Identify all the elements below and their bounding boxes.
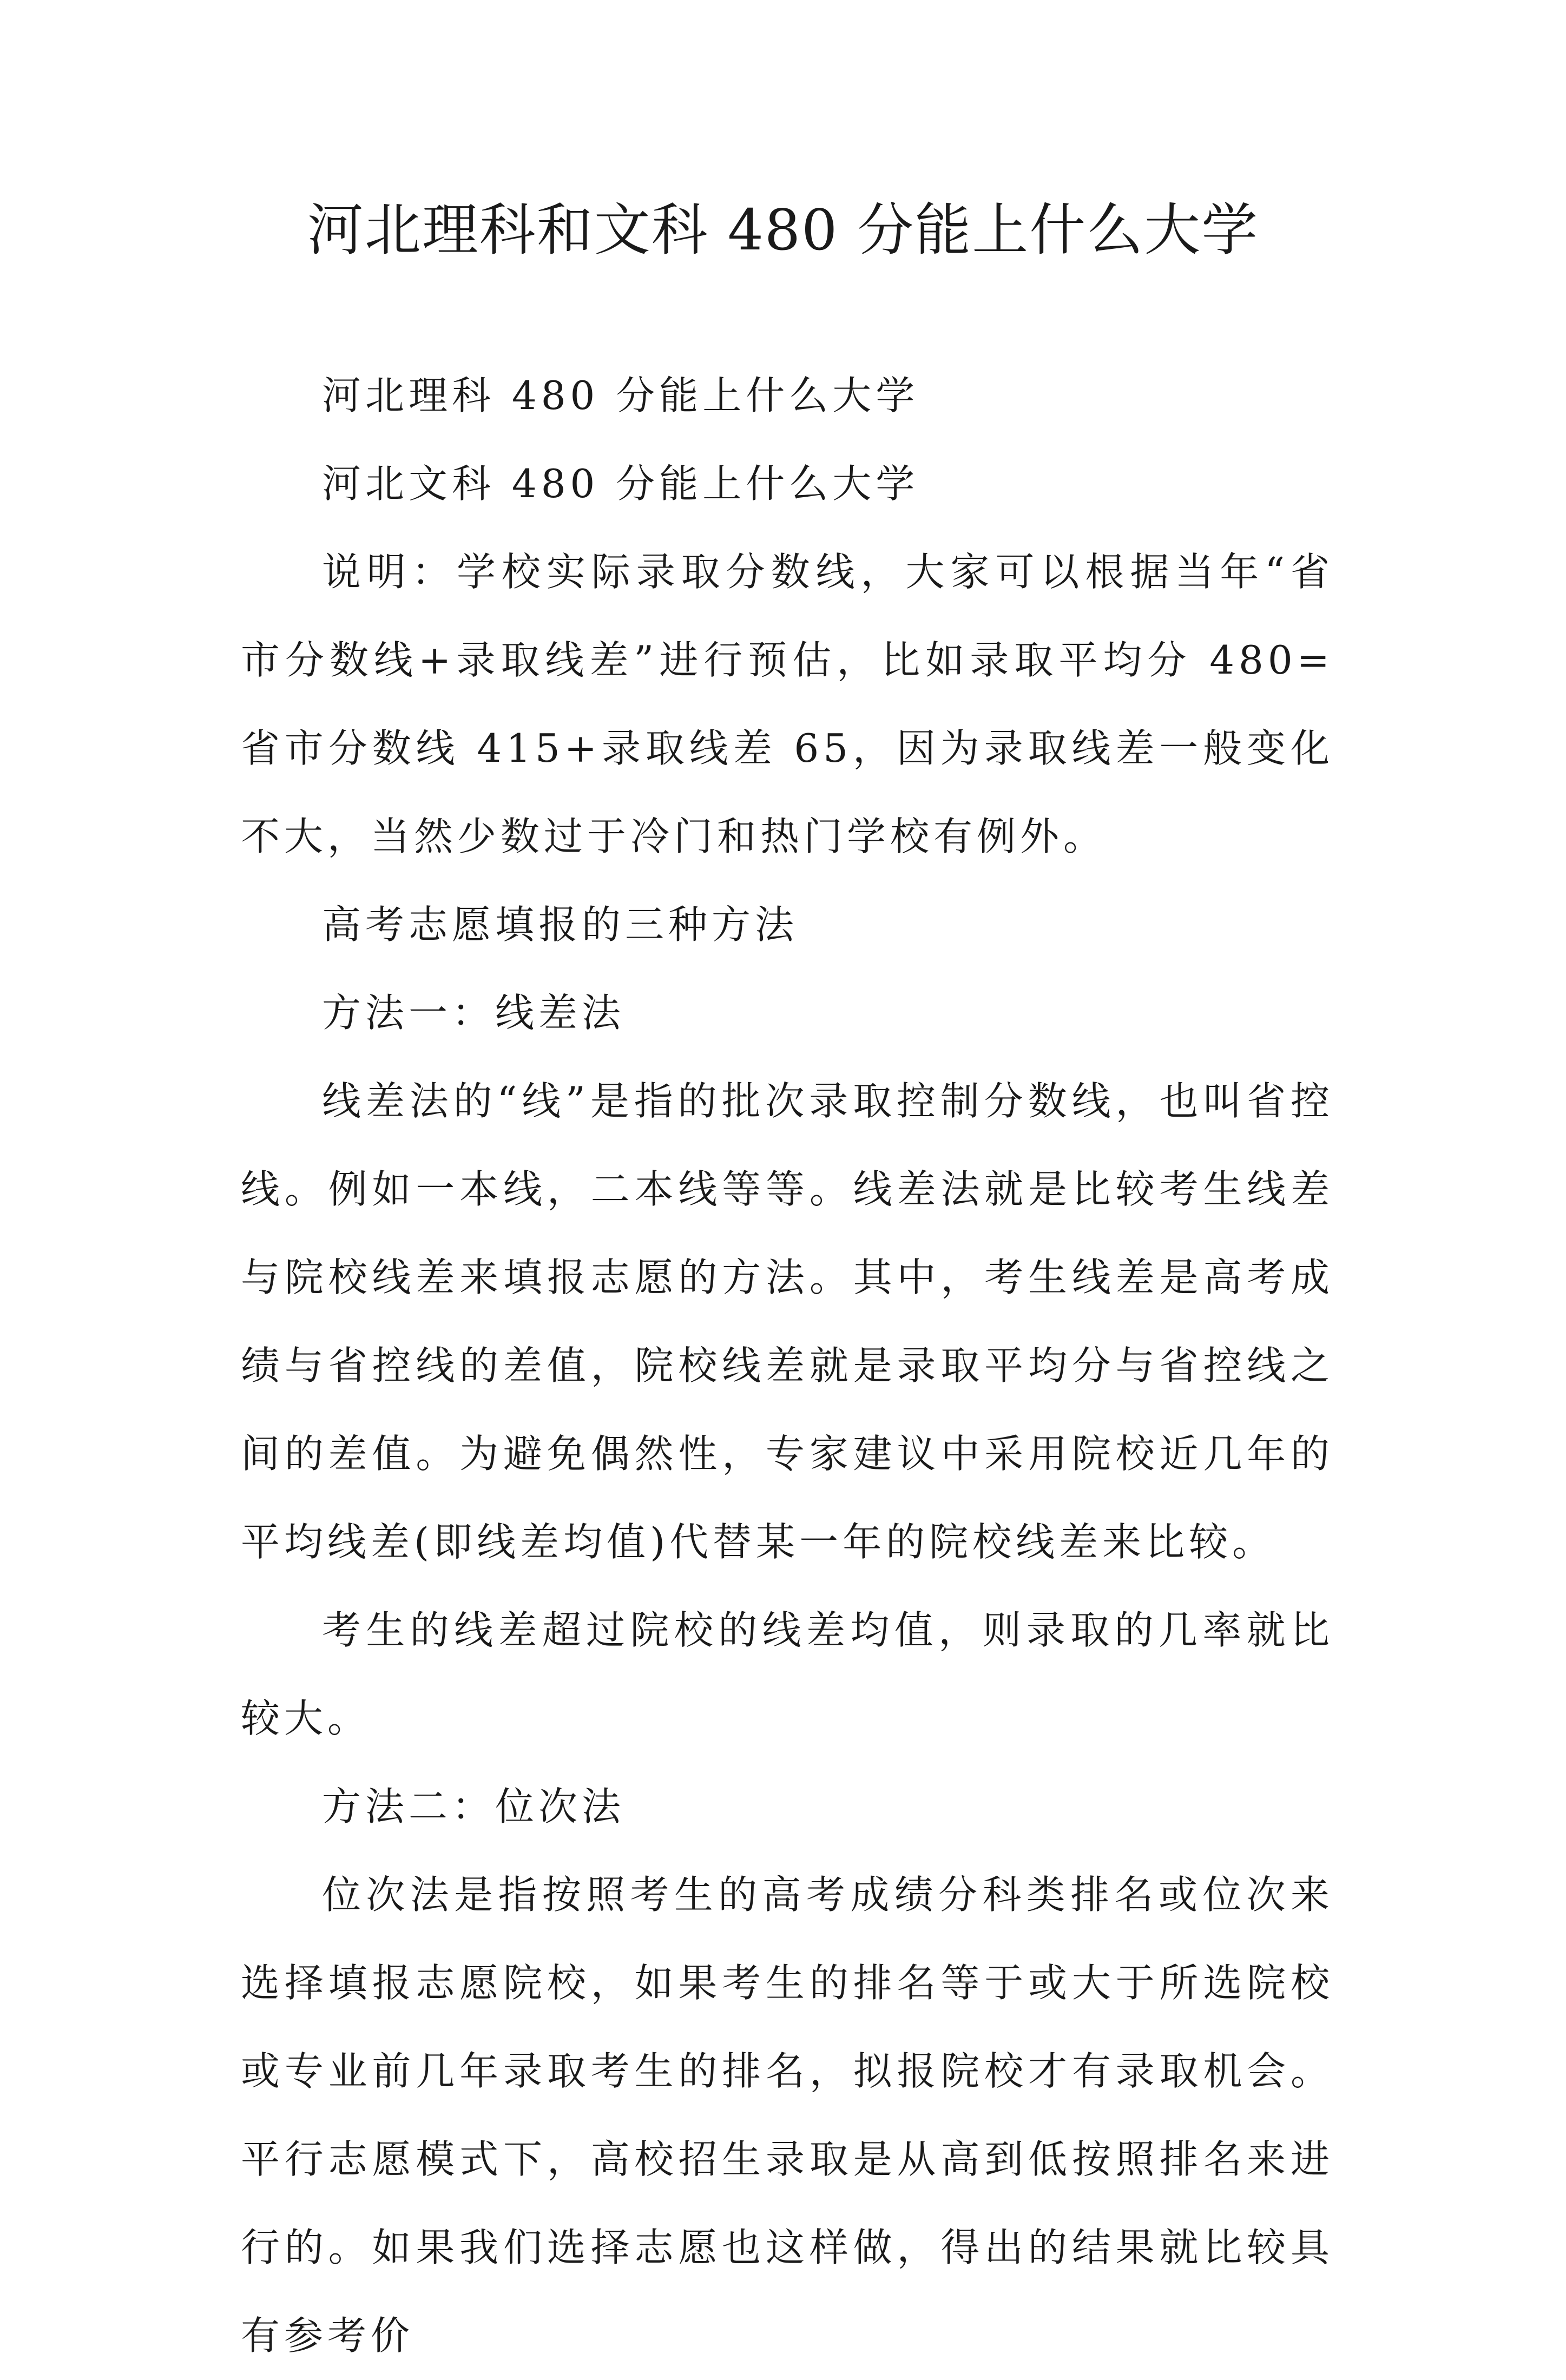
paragraph-method-one-title: 方法一：线差法 [322, 990, 626, 1036]
paragraph-method-two-title: 方法二：位次法 [322, 1784, 626, 1829]
paragraph-method-two-detail: 位次法是指按照考生的高考成绩分科类排名或位次来选择填报志愿院校，如果考生的排名等于或大于所选院校或专业前几年录取考生的排名，拟报院校才有录取机会。平行志愿模式下，高校招生录取是从高到低按照排名来进行的。如果我们选择志愿也这样做，得出的结果就比较具有参考价 [241, 1872, 1334, 2358]
paragraph-heading-arts: 河北文科 480 分能上什么大学 [322, 461, 919, 506]
paragraph-method-one-conclusion: 考生的线差超过院校的线差均值，则录取的几率就比较大。 [241, 1607, 1334, 1741]
paragraph-method-one-detail: 线差法的“线”是指的批次录取控制分数线，也叫省控线。例如一本线，二本线等等。线差法就是比较考生线差与院校线差来填报志愿的方法。其中，考生线差是高考成绩与省控线的差值，院校线差就是录取平均分与省控线之间的差值。为避免偶然性，专家建议中采用院校近几年的平均线差(即线差均值)代替某一年的院校线差来比较。 [241, 1078, 1334, 1565]
document-body [241, 352, 1334, 2380]
paragraph-explanation: 说明：学校实际录取分数线，大家可以根据当年“省市分数线+录取线差”进行预估，比如录取平均分 480=省市分数线 415+录取线差 65，因为录取线差一般变化不大，当然少数过于冷门和热门学校有例外。 [241, 549, 1334, 859]
paragraph-three-methods: 高考志愿填报的三种方法 [322, 902, 799, 947]
document-title: 河北理科和文科 480 分能上什么大学 [307, 197, 1259, 263]
paragraph-heading-science: 河北理科 480 分能上什么大学 [322, 373, 919, 418]
